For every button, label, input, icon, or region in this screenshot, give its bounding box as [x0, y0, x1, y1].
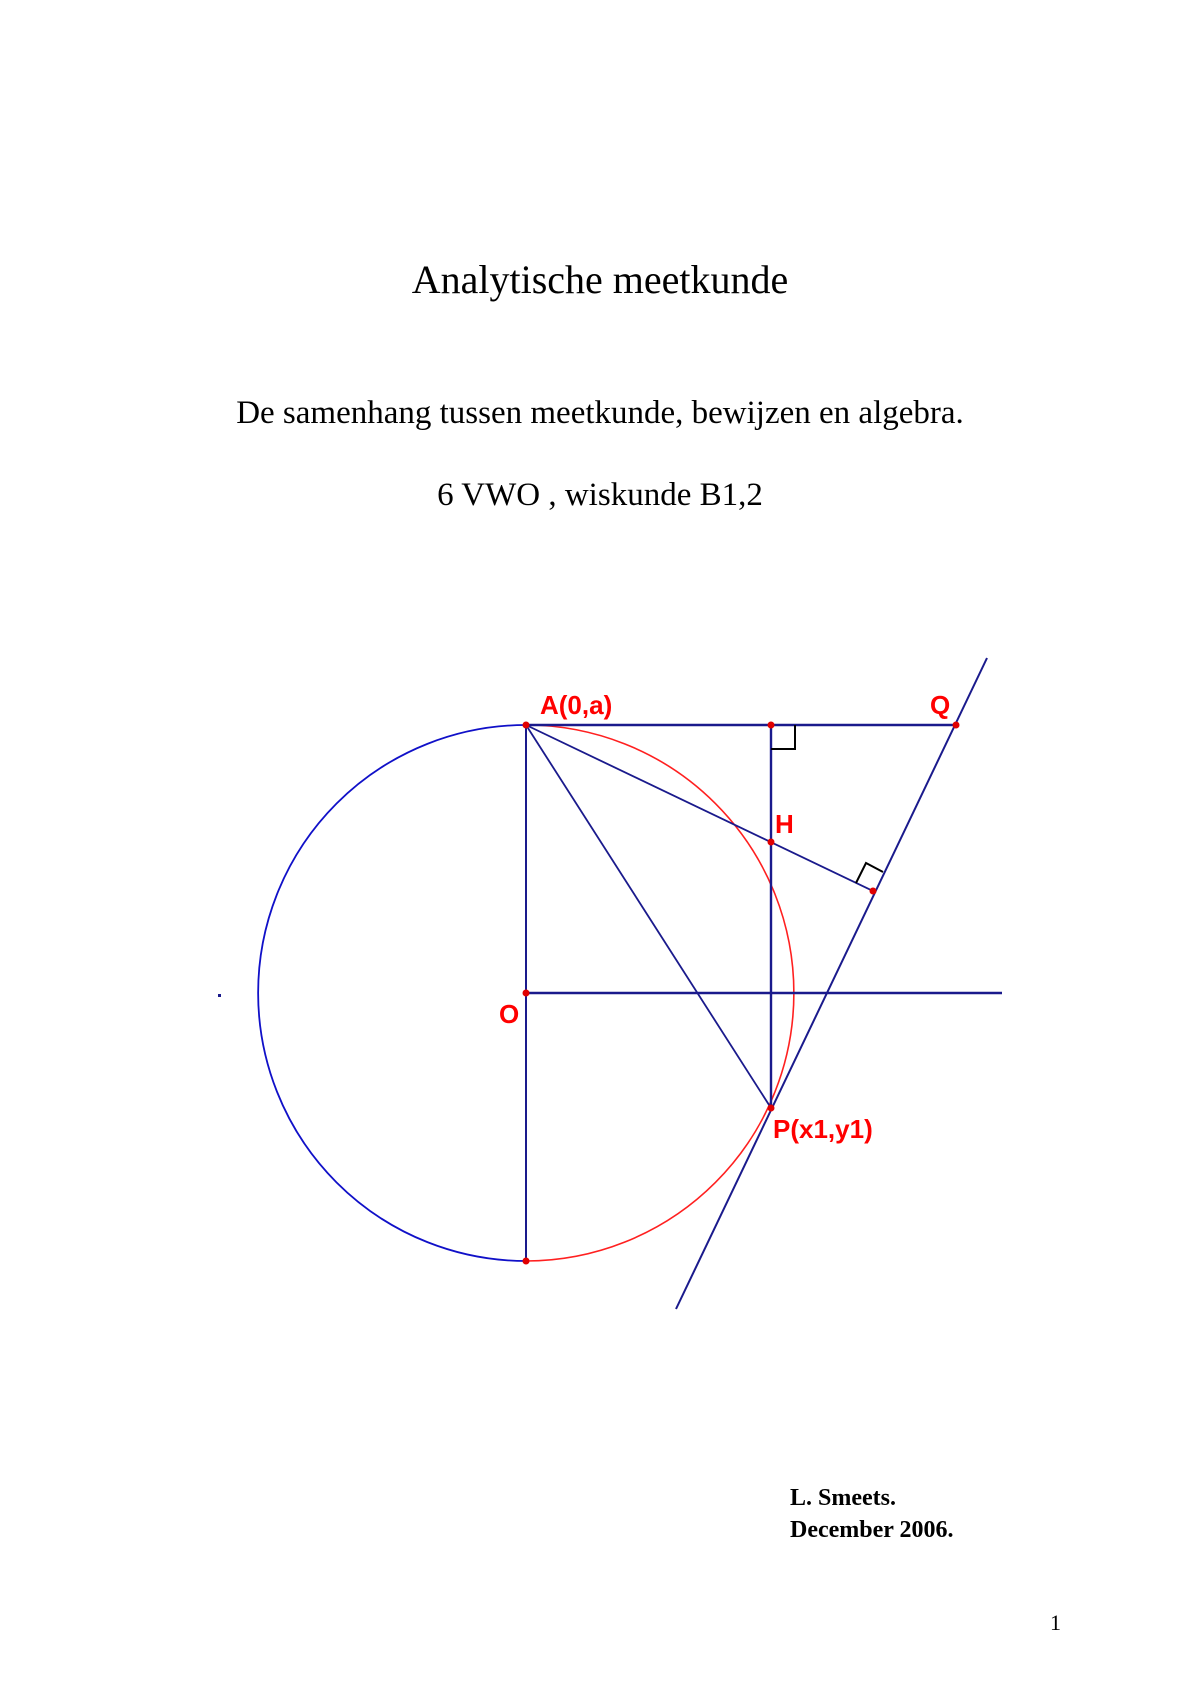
point-top-foot — [768, 722, 775, 729]
line-a-p — [526, 725, 771, 1108]
page-number: 1 — [1050, 1610, 1061, 1635]
author-name: L. Smeets. — [790, 1485, 896, 1511]
right-angle-mark-top — [771, 725, 795, 749]
label-a: A(0,a) — [540, 690, 613, 720]
large-circle — [258, 725, 526, 1261]
right-angle-mark-tangent — [856, 863, 883, 883]
stray-dot — [218, 994, 221, 997]
point-bottom — [523, 1258, 530, 1265]
point-q — [953, 722, 960, 729]
label-q: Q — [930, 690, 951, 720]
point-p — [768, 1105, 775, 1112]
point-a — [523, 722, 530, 729]
document-date: December 2006. — [790, 1517, 954, 1543]
document-title: Analytische meetkunde — [411, 257, 789, 302]
author-block — [790, 1482, 954, 1546]
course-line: 6 VWO , wiskunde B1,2 — [437, 477, 763, 513]
point-foot — [870, 888, 877, 895]
point-o — [523, 990, 530, 997]
label-h: H — [775, 809, 794, 839]
label-p: P(x1,y1) — [773, 1114, 873, 1144]
label-o: O — [499, 999, 520, 1029]
point-h — [768, 839, 775, 846]
tangent-line — [676, 658, 987, 1309]
document-subtitle: De samenhang tussen meetkunde, bewijzen en algebra. — [236, 395, 964, 431]
